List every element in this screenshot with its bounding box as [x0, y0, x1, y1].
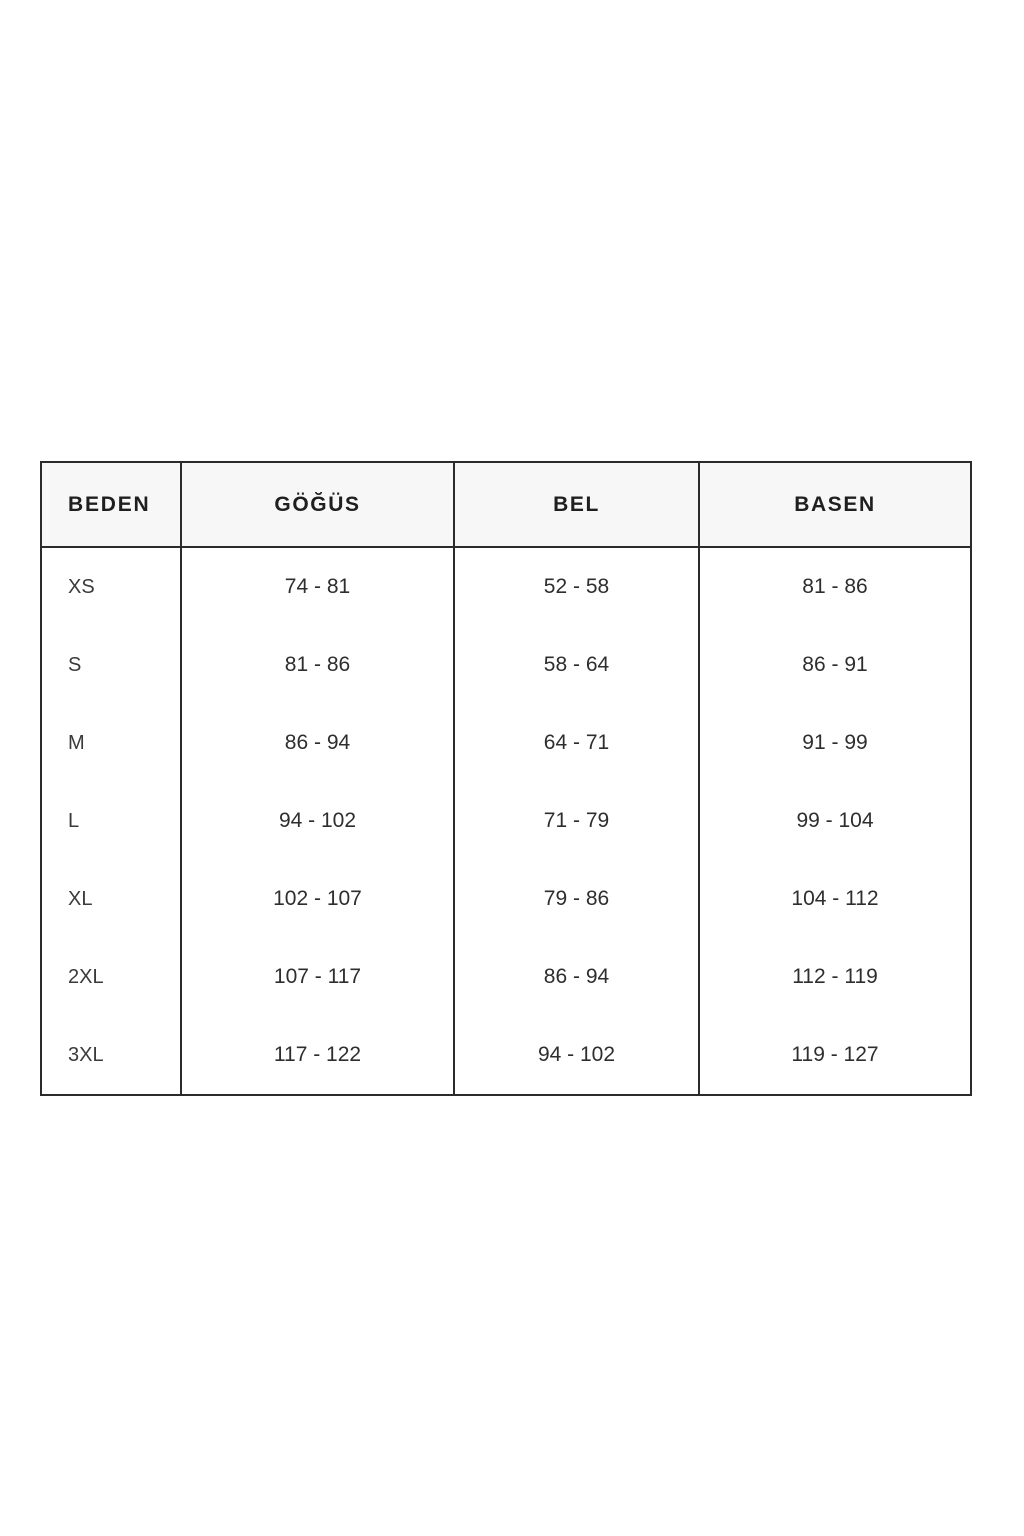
cell-gogus: 74 - 81 [181, 547, 454, 626]
cell-beden: XS [41, 547, 181, 626]
cell-basen: 86 - 91 [802, 653, 868, 676]
cell-basen: 112 - 119 [792, 965, 878, 988]
cell-gogus: 94 - 102 [181, 782, 454, 860]
cell-bel: 86 - 94 [454, 938, 699, 1016]
cell-gogus: 86 - 94 [181, 704, 454, 782]
cell-bel: 52 - 58 [454, 547, 699, 626]
table-row [41, 626, 971, 704]
cell-basen: 91 - 99 [802, 731, 868, 754]
cell-gogus: 81 - 86 [181, 626, 454, 704]
cell-beden: L [41, 782, 181, 860]
size-chart [40, 461, 970, 1096]
cell-gogus: 117 - 122 [181, 1016, 454, 1095]
cell-beden: S [41, 626, 181, 704]
table-row [41, 547, 971, 626]
table-row [41, 704, 971, 782]
column-header-bel: BEL [454, 462, 699, 547]
cell-beden: 3XL [41, 1016, 181, 1095]
cell-beden: 2XL [41, 938, 181, 1016]
cell-basen: 99 - 104 [796, 809, 874, 832]
table-row [41, 782, 971, 860]
column-header-gogus: GÖĞÜS [181, 462, 454, 547]
table-row [41, 938, 971, 1016]
cell-bel: 79 - 86 [454, 860, 699, 938]
column-header-basen: BASEN [699, 462, 971, 547]
table-row [41, 860, 971, 938]
cell-basen: 104 - 112 [791, 887, 879, 910]
size-table [40, 461, 972, 1096]
column-header-beden: BEDEN [41, 462, 181, 547]
table-row [41, 1016, 971, 1095]
cell-basen: 119 - 127 [791, 1043, 879, 1066]
table-header-row [41, 462, 971, 547]
cell-bel: 64 - 71 [454, 704, 699, 782]
table-header [41, 462, 971, 547]
cell-bel: 71 - 79 [454, 782, 699, 860]
table-body [41, 547, 971, 1095]
cell-bel: 58 - 64 [454, 626, 699, 704]
cell-beden: XL [41, 860, 181, 938]
cell-gogus: 107 - 117 [181, 938, 454, 1016]
cell-beden: M [41, 704, 181, 782]
cell-basen: 81 - 86 [802, 575, 868, 598]
cell-bel: 94 - 102 [454, 1016, 699, 1095]
cell-gogus: 102 - 107 [181, 860, 454, 938]
